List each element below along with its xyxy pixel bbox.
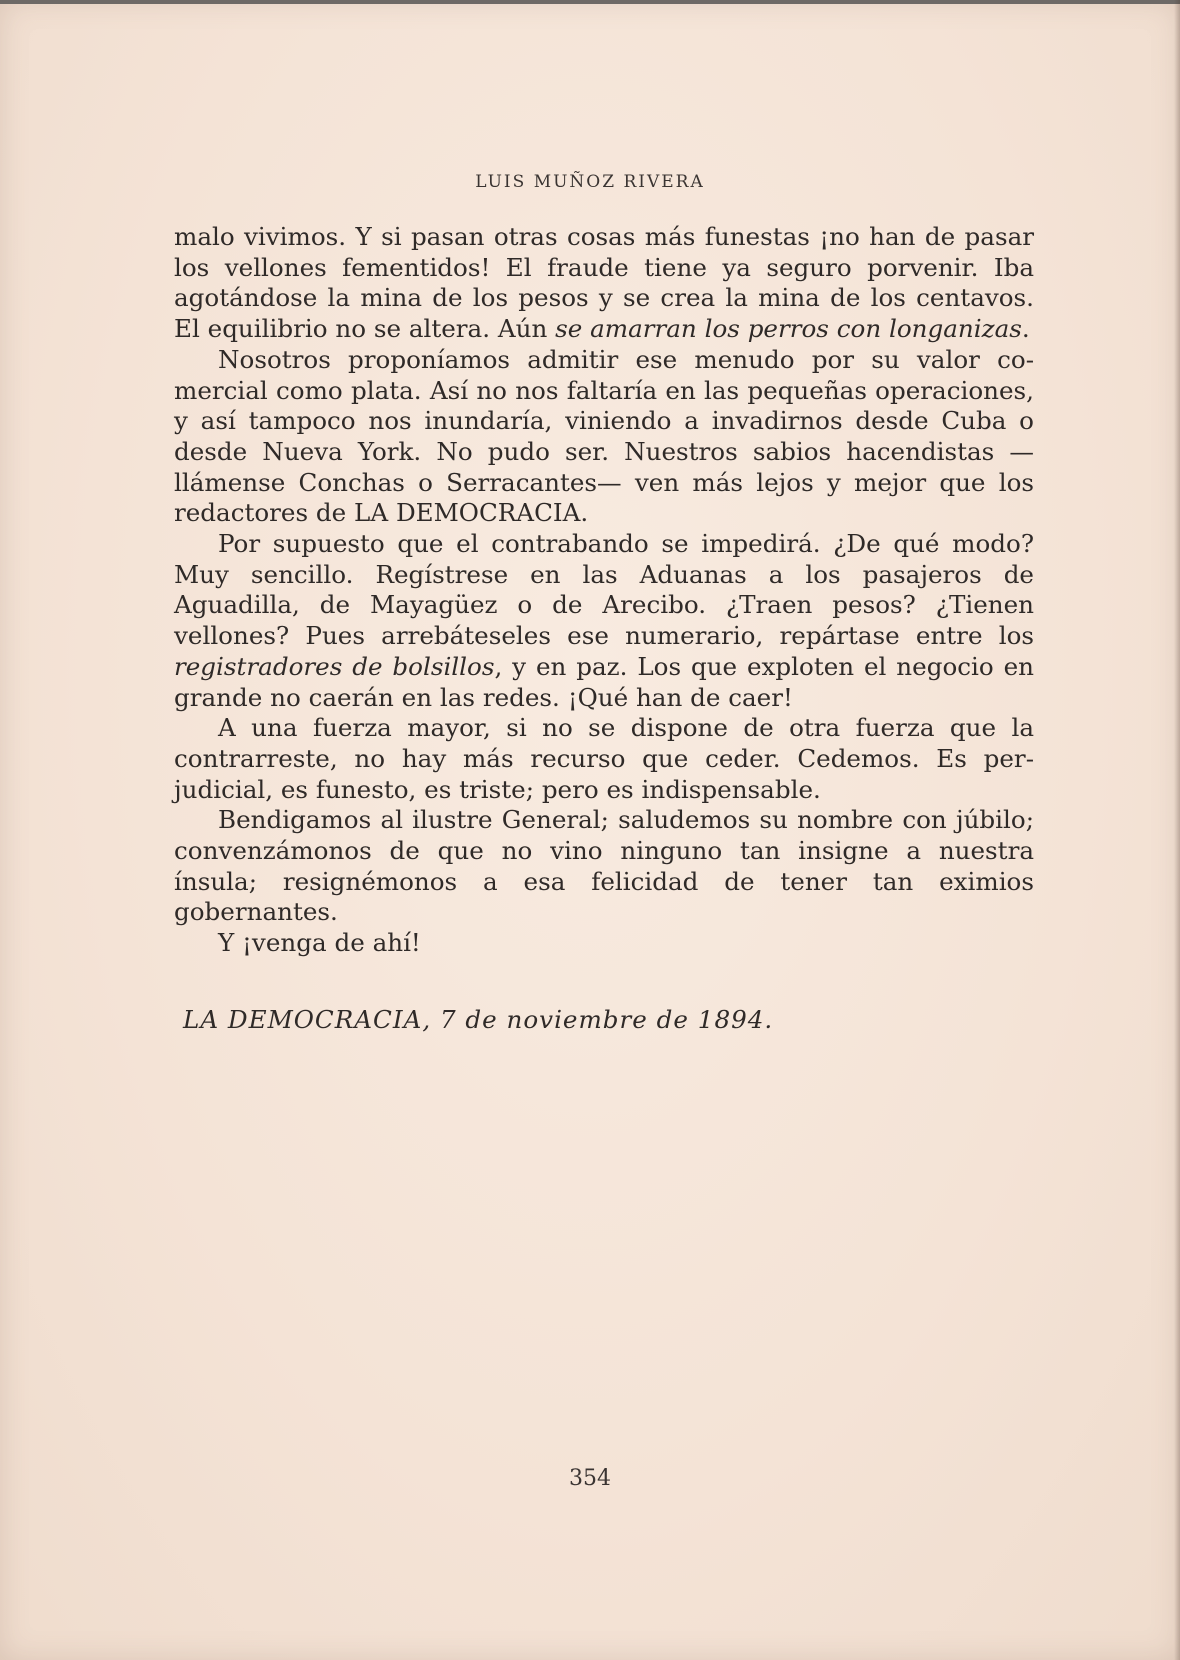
paragraph-4	[174, 713, 1034, 805]
page-edge-shadow	[1174, 0, 1180, 1660]
top-edge-line	[0, 0, 1180, 4]
body-text	[174, 222, 1034, 959]
paragraph-5-text: Bendigamos al ilustre General; saludemos su nombre con júbilo; convenzámonos de que no vino ninguno tan insigne a nuestra ínsula; resignémonos a esa felicidad de tener tan eximios gobernantes.	[174, 805, 1034, 927]
page-number: 354	[569, 1466, 611, 1491]
paragraph-5	[174, 805, 1034, 928]
paragraph-4-text: A una fuerza mayor, si no se dispone de otra fuerza que la contrarreste, no hay más recurso que ceder. Cedemos. Es perjudicial, es funesto, es triste; pero es indispensable.	[174, 713, 1034, 804]
paragraph-1-tail: .	[1021, 314, 1030, 344]
paragraph-3-italic: registradores de bolsillos	[174, 651, 495, 681]
paragraph-2	[174, 345, 1034, 529]
paragraph-2-text: Nosotros proponíamos admitir ese menudo por su valor comercial como plata. Así no nos faltaría en las pequeñas operaciones, y así tampoco nos inundaría, viniendo a invadirnos desde Cuba o desde Nueva York. No pudo ser. Nuestros sabios hacendistas —llámense Conchas o Serracantes— ven más lejos y mejor que los redactores de LA DEMOCRACIA.	[174, 344, 1034, 528]
paragraph-1-text: malo vivimos. Y si pasan otras cosas más funestas ¡no han de pasar los vellones fementidos! El fraude tiene ya seguro porvenir. Iba agotándose la mina de los pesos y se crea la mina de los centavos. El equilibrio no se altera. Aún	[174, 222, 1034, 344]
running-head: LUIS MUÑOZ RIVERA	[475, 172, 705, 192]
paragraph-1	[174, 222, 1034, 345]
paragraph-3	[174, 529, 1034, 713]
paragraph-1-italic: se amarran los perros con longanizas	[555, 314, 1022, 344]
paragraph-6-text: Y ¡venga de ahí!	[218, 928, 421, 958]
paragraph-3-tail: , y en paz. Los que exploten el negocio en grande no caerán en las redes. ¡Qué han de caer!	[174, 651, 1034, 712]
paragraph-6	[174, 928, 1034, 959]
paragraph-3-text: Por supuesto que el contrabando se impedirá. ¿De qué modo? Muy sencillo. Regístrese en las Aduanas a los pasajeros de Aguadilla, de Mayagüez o de Arecibo. ¿Traen pesos? ¿Tienen vellones? Pues arrebáteseles ese numerario, repártase entre los	[174, 529, 1034, 651]
source-signature: LA DEMOCRACIA, 7 de noviembre de 1894.	[183, 1005, 774, 1034]
